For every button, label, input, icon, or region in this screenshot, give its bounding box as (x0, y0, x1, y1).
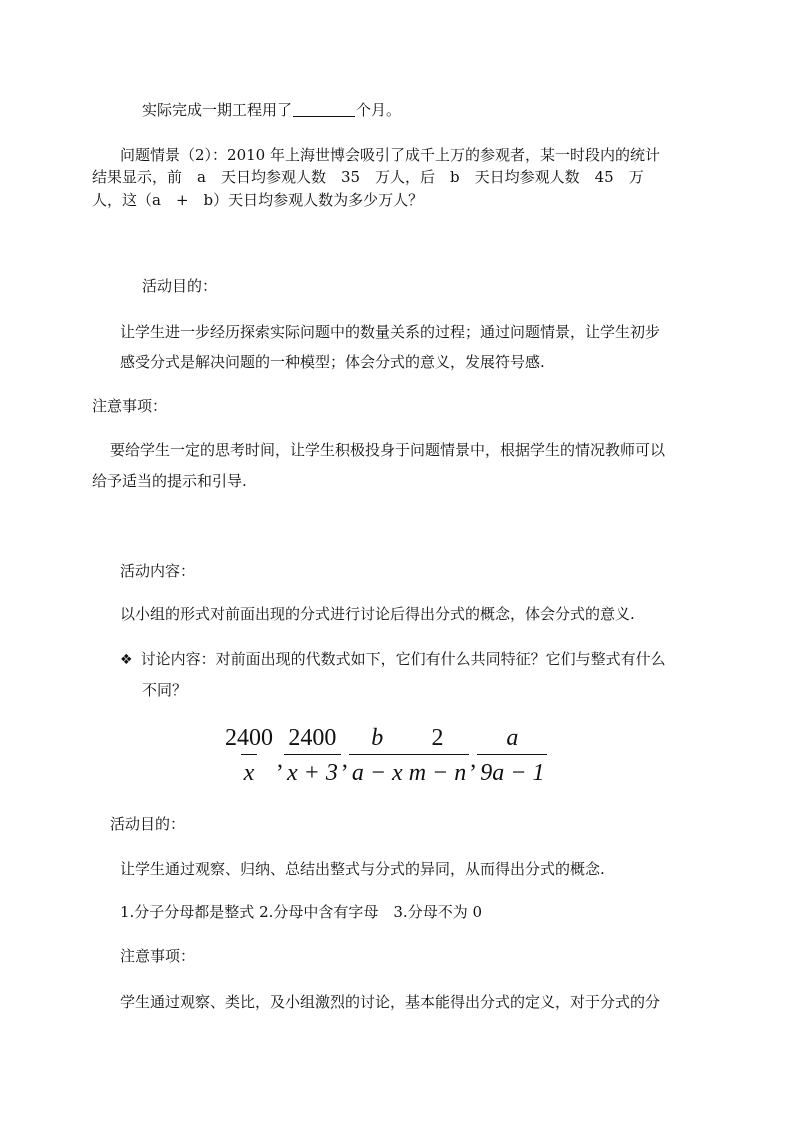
discussion-line (120, 649, 666, 670)
completion-sentence (142, 100, 401, 120)
goal-heading-1: 活动目的： (142, 277, 218, 295)
diamond-bullet-icon: ❖ (120, 652, 133, 668)
fraction-4 (406, 724, 470, 787)
content-heading: 活动内容： (120, 562, 196, 580)
fraction-5 (477, 724, 547, 787)
goal-heading-2: 活动目的： (110, 815, 186, 833)
discussion-text: 讨论内容：对前面出现的代数式如下，它们有什么共同特征？它们与整式有什么 (140, 650, 666, 668)
answer-blank (293, 102, 355, 117)
fraction-2-denominator: x + 3 (284, 754, 341, 787)
notes-1-line-1: 要给学生一定的思考时间，让学生积极投身于问题情景中，根据学生的情况教师可以 (110, 441, 666, 459)
comma: , (277, 747, 283, 773)
discussion-line-2: 不同？ (142, 681, 188, 699)
fraction-expressions (222, 724, 547, 787)
goal-2-line-2: 1.分子分母都是整式 2.分母中含有字母 3.分母不为 0 (120, 903, 483, 921)
completion-prefix: 实际完成一期工程用了 (142, 101, 293, 119)
notes-heading-2: 注意事项： (120, 947, 196, 965)
fraction-3-denominator: a − x (349, 754, 406, 787)
fraction-1-denominator: x (241, 754, 258, 787)
fraction-2-numerator: 2400 (288, 725, 337, 751)
notes-heading-1: 注意事项： (92, 397, 168, 415)
fraction-5-numerator: a (506, 725, 519, 751)
fraction-5-denominator: 9a − 1 (477, 754, 547, 787)
goal-2-line-1: 让学生通过观察、归纳、总结出整式与分式的异同，从而得出分式的概念. (120, 860, 605, 878)
fraction-4-denominator: m − n (406, 754, 470, 787)
goal-1-line-1: 让学生进一步经历探索实际问题中的数量关系的过程；通过问题情景，让学生初步 (120, 323, 661, 341)
fraction-3 (349, 724, 406, 787)
content-line-1: 以小组的形式对前面出现的分式进行讨论后得出分式的概念，体会分式的意义. (120, 605, 635, 623)
scenario-line-2: 结果显示，前 a 天日均参观人数 35 万人，后 b 天日均参观人数 45 万 (92, 168, 644, 186)
goal-1-line-2: 感受分式是解决问题的一种模型；体会分式的意义，发展符号感. (120, 353, 545, 371)
notes-1-line-2: 给予适当的提示和引导. (92, 472, 247, 490)
fraction-1-numerator: 2400 (225, 725, 273, 751)
scenario-line-3: 人，这（a + b）天日均参观人数为多少万人？ (92, 191, 424, 209)
comma: , (341, 747, 348, 773)
scenario-line-1: 问题情景（2）：2010 年上海世博会吸引了成千上万的参观者，某一时段内的统计 (120, 146, 660, 164)
fraction-1 (222, 724, 276, 787)
fraction-2 (284, 724, 341, 787)
completion-suffix: 个月。 (356, 101, 402, 119)
fraction-3-numerator: b (371, 725, 384, 751)
notes-2-line-1: 学生通过观察、类比，及小组激烈的讨论，基本能得出分式的定义，对于分式的分 (120, 993, 661, 1011)
fraction-4-numerator: 2 (431, 725, 444, 751)
comma: , (470, 747, 477, 773)
